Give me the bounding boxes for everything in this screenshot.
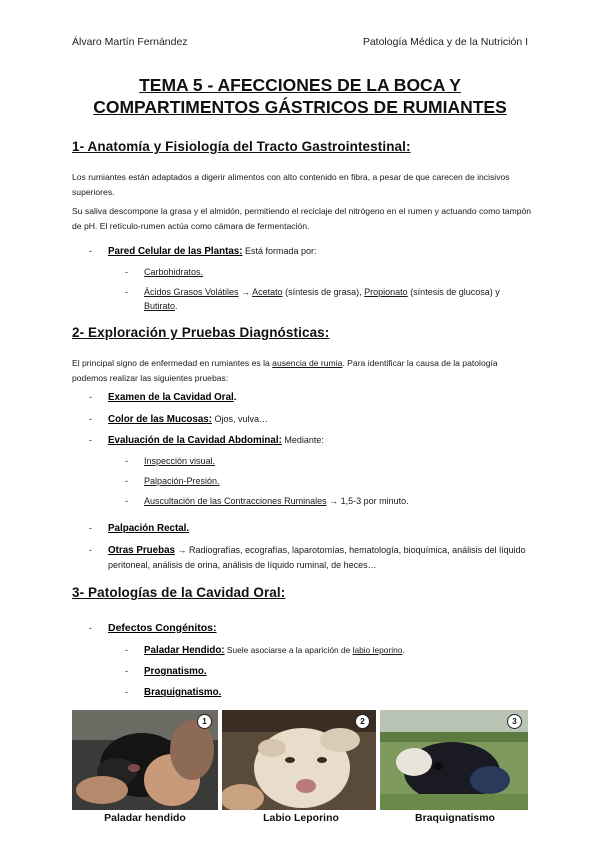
list-item-otras-pruebas xyxy=(89,543,528,572)
acetato-text: Acetato xyxy=(252,287,283,297)
photo-labio-leporino xyxy=(222,710,376,810)
photo-braquignatismo xyxy=(380,710,528,810)
title-line-1: TEMA 5 - AFECCIONES DE LA BOCA Y xyxy=(139,75,461,95)
section-1-heading: 1- Anatomía y Fisiología del Tracto Gastrointestinal: xyxy=(72,139,411,154)
butirato-text: Butirato xyxy=(144,301,176,311)
bullet-dash: - xyxy=(89,523,92,533)
labio-leporino-text: labio leporino xyxy=(352,645,403,655)
section-2-paragraph xyxy=(72,356,532,385)
bullet-dash: - xyxy=(89,392,92,402)
bullet-dash: - xyxy=(125,267,128,277)
propionato-text: Propionato xyxy=(364,287,408,297)
photo-paladar-hendido-image xyxy=(72,710,218,810)
bullet-dash: - xyxy=(125,287,128,297)
paladar-hendido-label: Paladar Hendido: xyxy=(144,645,225,656)
examen-label: Examen de la Cavidad Oral xyxy=(108,392,234,403)
auscultacion-label: Auscultación de las Contracciones Ruminales xyxy=(144,496,327,506)
document-title xyxy=(40,74,560,118)
course-name: Patología Médica y de la Nutrición I xyxy=(362,36,528,48)
bullet-dash: - xyxy=(89,414,92,424)
paladar-hendido-text: Suele asociarse a la aparición de xyxy=(224,645,353,655)
list-item-palpacion xyxy=(125,474,534,488)
auscultacion-text: → 1,5-3 por minuto. xyxy=(326,496,409,506)
section-2-heading: 2- Exploración y Pruebas Diagnósticas: xyxy=(72,325,330,340)
photo-paladar-hendido xyxy=(72,710,218,810)
bullet-dash: - xyxy=(89,246,92,256)
figure-photos xyxy=(72,710,528,810)
photo-labio-leporino-image xyxy=(222,710,376,810)
evaluacion-text: Mediante: xyxy=(281,435,324,445)
braquignatismo-label: Braquignatismo. xyxy=(144,687,222,698)
list-item-examen xyxy=(89,390,528,405)
carbohidratos-text: Carbohidratos. xyxy=(144,267,204,277)
examen-end: . xyxy=(233,392,237,403)
caption-labio-leporino: Labio Leporino xyxy=(263,812,339,824)
section-1-paragraph-2: Su saliva descompone la grasa y el almidón, permitiendo el reciclaje del nitrógeno en el rumen y actuando como tampón de pH. El retículo-rumen actúa como cámara de fermentación. xyxy=(72,206,532,231)
list-item-auscultacion xyxy=(125,494,534,508)
paladar-hendido-end: . xyxy=(402,645,405,655)
ausencia-rumia-text: ausencia de rumia xyxy=(272,358,343,368)
palpacion-rectal-label: Palpación Rectal. xyxy=(108,523,190,534)
bullet-dash: - xyxy=(125,476,128,486)
bullet-dash: - xyxy=(125,645,128,655)
section-2-para-end: . Para identificar la causa de la patología podemos realizar las siguientes pruebas: xyxy=(72,358,498,383)
propionato-desc: (síntesis de glucosa) y xyxy=(407,287,500,297)
bullet-dash: - xyxy=(125,687,128,697)
list-item-braquignatismo xyxy=(125,685,534,700)
list-item-carbohidratos xyxy=(125,265,534,279)
caption-paladar-hendido: Paladar hendido xyxy=(104,812,186,824)
bullet-dash: - xyxy=(89,435,92,445)
otras-pruebas-text: → Radiografías, ecografías, laparotomías, hematología, bioquímica, análisis del líquido peritoneal, análisis de orina, análisis de líquido ruminal, de heces… xyxy=(108,545,526,570)
bullet-dash: - xyxy=(125,496,128,506)
pared-celular-text: Está formada por: xyxy=(242,246,317,256)
title-line-2: COMPARTIMENTOS GÁSTRICOS DE RUMIANTES xyxy=(93,97,507,117)
list-item-inspeccion xyxy=(125,454,534,468)
list-item-agv xyxy=(125,285,534,313)
list-item-pared-celular xyxy=(89,244,528,259)
defectos-label: Defectos Congénitos: xyxy=(108,622,217,634)
section-3-heading: 3- Patologías de la Cavidad Oral: xyxy=(72,585,286,600)
palpacion-text: Palpación-Presión. xyxy=(144,476,220,486)
caption-braquignatismo: Braquignatismo xyxy=(415,812,495,824)
list-item-prognatismo xyxy=(125,664,534,679)
figure-badge: 1 xyxy=(197,714,212,729)
page-header xyxy=(72,36,528,50)
figure-badge: 3 xyxy=(507,714,522,729)
otras-pruebas-label: Otras Pruebas xyxy=(108,545,175,556)
color-mucosas-text: Ojos, vulva… xyxy=(211,414,269,424)
inspeccion-text: Inspección visual. xyxy=(144,456,216,466)
list-item-palpacion-rectal xyxy=(89,521,528,536)
list-item-evaluacion xyxy=(89,433,528,448)
list-item-paladar-hendido xyxy=(125,643,534,658)
bullet-dash: - xyxy=(125,456,128,466)
figure-badge: 2 xyxy=(355,714,370,729)
agv-label: Ácidos Grasos Volátiles xyxy=(144,287,239,297)
acetato-desc: (síntesis de grasa), xyxy=(282,287,365,297)
bullet-dash: - xyxy=(89,545,92,555)
section-2-para-start: El principal signo de enfermedad en rumiantes es la xyxy=(72,358,273,368)
agv-end: . xyxy=(175,301,178,311)
photo-braquignatismo-image xyxy=(380,710,528,810)
author-name: Álvaro Martín Fernández xyxy=(72,36,188,48)
bullet-dash: - xyxy=(125,666,128,676)
list-item-color-mucosas xyxy=(89,412,528,427)
agv-arrow: → xyxy=(238,287,253,297)
section-1-paragraph-1: Los rumiantes están adaptados a digerir alimentos con alto contenido en fibra, a pesar de que carecen de incisivos superiores. xyxy=(72,172,510,197)
prognatismo-label: Prognatismo. xyxy=(144,666,207,677)
evaluacion-label: Evaluación de la Cavidad Abdominal: xyxy=(108,435,282,446)
bullet-dash: - xyxy=(89,623,92,633)
list-item-defectos xyxy=(89,621,528,635)
color-mucosas-label: Color de las Mucosas: xyxy=(108,414,212,425)
pared-celular-label: Pared Celular de las Plantas: xyxy=(108,246,243,257)
